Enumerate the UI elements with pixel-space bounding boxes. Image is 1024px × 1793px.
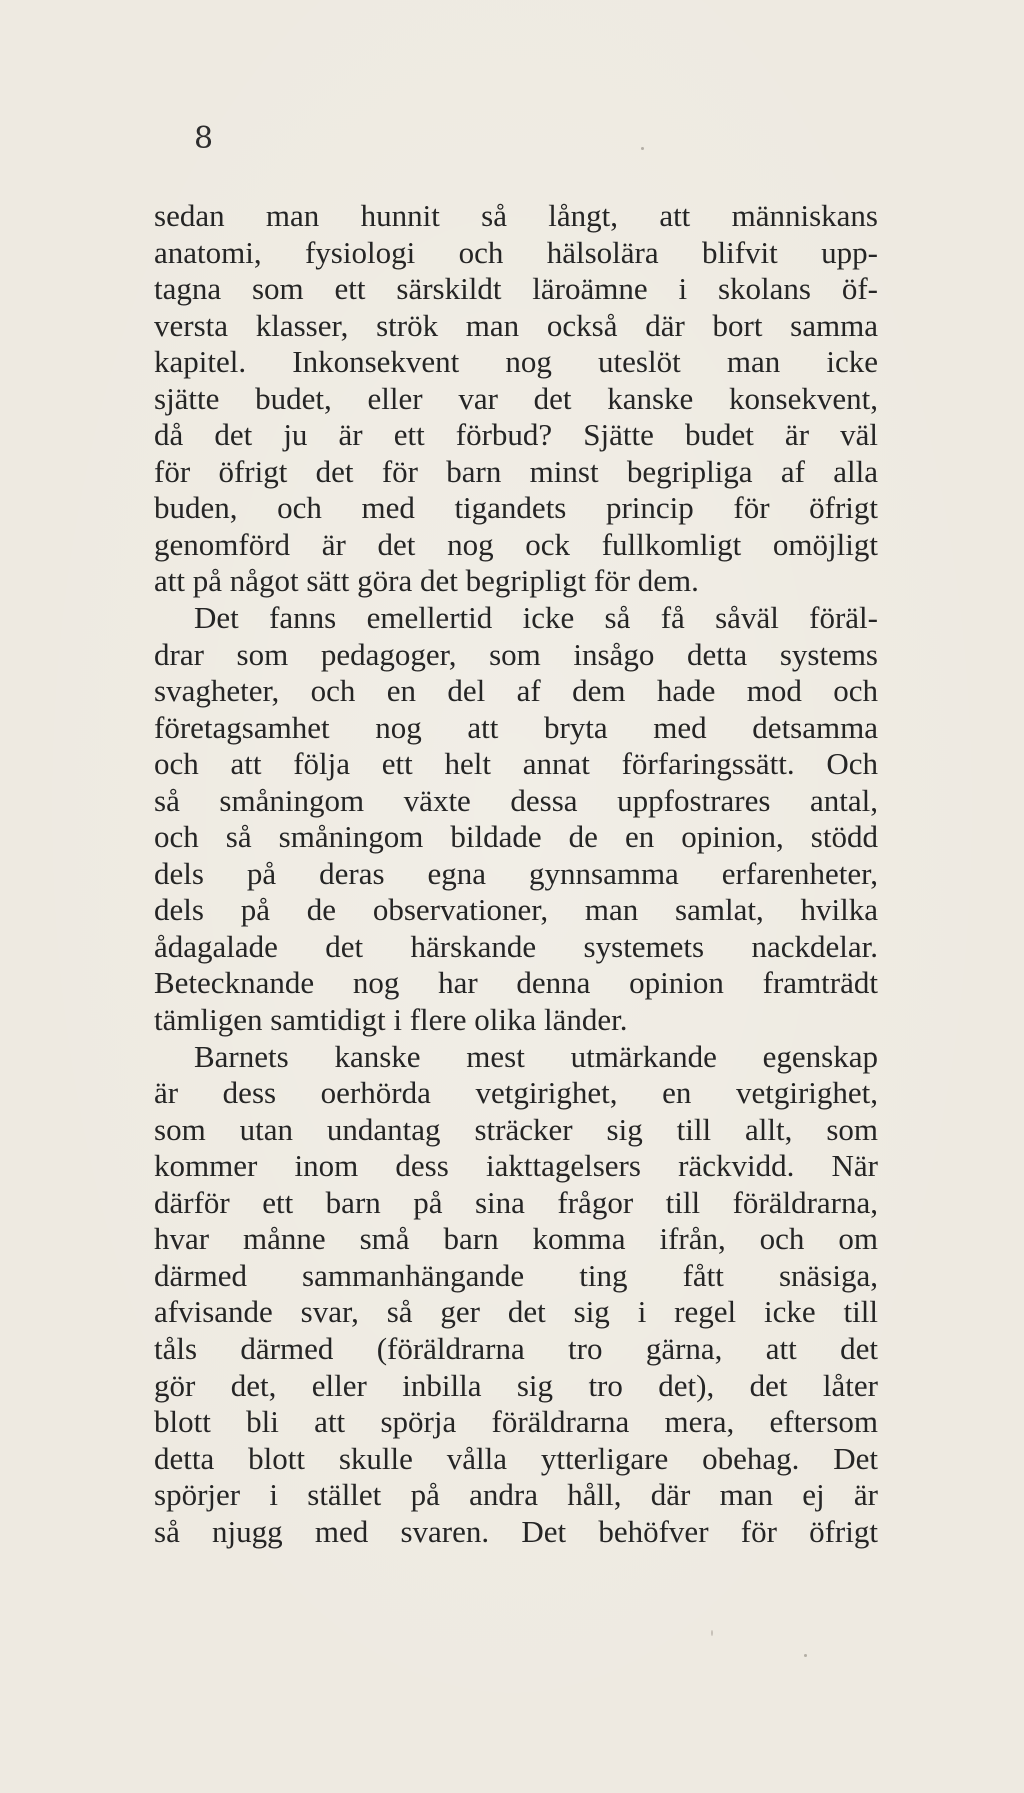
text-line: då det ju är ett förbud? Sjätte budet är väl [154, 417, 878, 453]
text-line: drar som pedagoger, som insågo detta systems [154, 636, 878, 672]
text-line: därför ett barn på sina frågor till föräldrarna, [154, 1184, 878, 1220]
text-line: ådagalade det härskande systemets nackdelar. [154, 928, 878, 964]
text-line: spörjer i stället på andra håll, där man ej är [154, 1477, 878, 1513]
text-line: så småningom växte dessa uppfostrares antal, [154, 782, 878, 818]
text-line: är dess oerhörda vetgirighet, en vetgirighet, [154, 1075, 878, 1111]
page-number: 8 [194, 121, 214, 156]
text-line: anatomi, fysiologi och hälsolära blifvit upp- [154, 234, 878, 270]
text-line: afvisande svar, så ger det sig i regel icke till [154, 1294, 878, 1330]
text-line: tämligen samtidigt i flere olika länder. [154, 1002, 628, 1038]
paper-speck [711, 1630, 713, 1636]
text-line: Det fanns emellertid icke så få såväl föräl- [194, 600, 878, 636]
text-line: Barnets kanske mest utmärkande egenskap [194, 1038, 878, 1074]
text-line: företagsamhet nog att bryta med detsamma [154, 709, 878, 745]
text-line: som utan undantag sträcker sig till allt, som [154, 1111, 878, 1147]
text-line: så njugg med svaren. Det behöfver för öfrigt [154, 1513, 878, 1549]
text-line: för öfrigt det för barn minst begripliga af alla [154, 453, 878, 489]
text-line: gör det, eller inbilla sig tro det), det låter [154, 1367, 878, 1403]
text-line: dels på de observationer, man samlat, hvilka [154, 892, 878, 928]
text-line: detta blott skulle vålla ytterligare obehag. Det [154, 1440, 878, 1476]
text-line: versta klasser, strök man också där bort samma [154, 307, 878, 343]
text-line: sjätte budet, eller var det kanske konsekvent, [154, 380, 878, 416]
text-line: buden, och med tigandets princip för öfrigt [154, 490, 878, 526]
text-line: dels på deras egna gynnsamma erfarenheter, [154, 855, 878, 891]
text-line: blott bli att spörja föräldrarna mera, eftersom [154, 1404, 878, 1440]
text-line: och att följa ett helt annat förfaringssätt. Och [154, 746, 878, 782]
text-line: hvar månne små barn komma ifrån, och om [154, 1221, 878, 1257]
paper-speck [804, 1654, 807, 1657]
text-line: kommer inom dess iakttagelsers räckvidd. När [154, 1148, 878, 1184]
body-text [154, 198, 878, 1550]
text-line: kapitel. Inkonsekvent nog uteslöt man icke [154, 344, 878, 380]
text-line: genomförd är det nog ock fullkomligt omöjligt [154, 526, 878, 562]
paper-speck [641, 147, 644, 150]
text-line: sedan man hunnit så långt, att människans [154, 198, 878, 233]
text-line: Betecknande nog har denna opinion framträdt [154, 965, 878, 1001]
text-line: därmed sammanhängande ting fått snäsiga, [154, 1257, 878, 1293]
text-line: tåls därmed (föräldrarna tro gärna, att det [154, 1330, 878, 1366]
text-line: att på något sätt göra det begripligt för dem. [154, 563, 699, 599]
text-line: och så småningom bildade de en opinion, stödd [154, 819, 878, 855]
text-line: svagheter, och en del af dem hade mod och [154, 673, 878, 709]
text-line: tagna som ett särskildt läroämne i skolans öf- [154, 271, 878, 307]
